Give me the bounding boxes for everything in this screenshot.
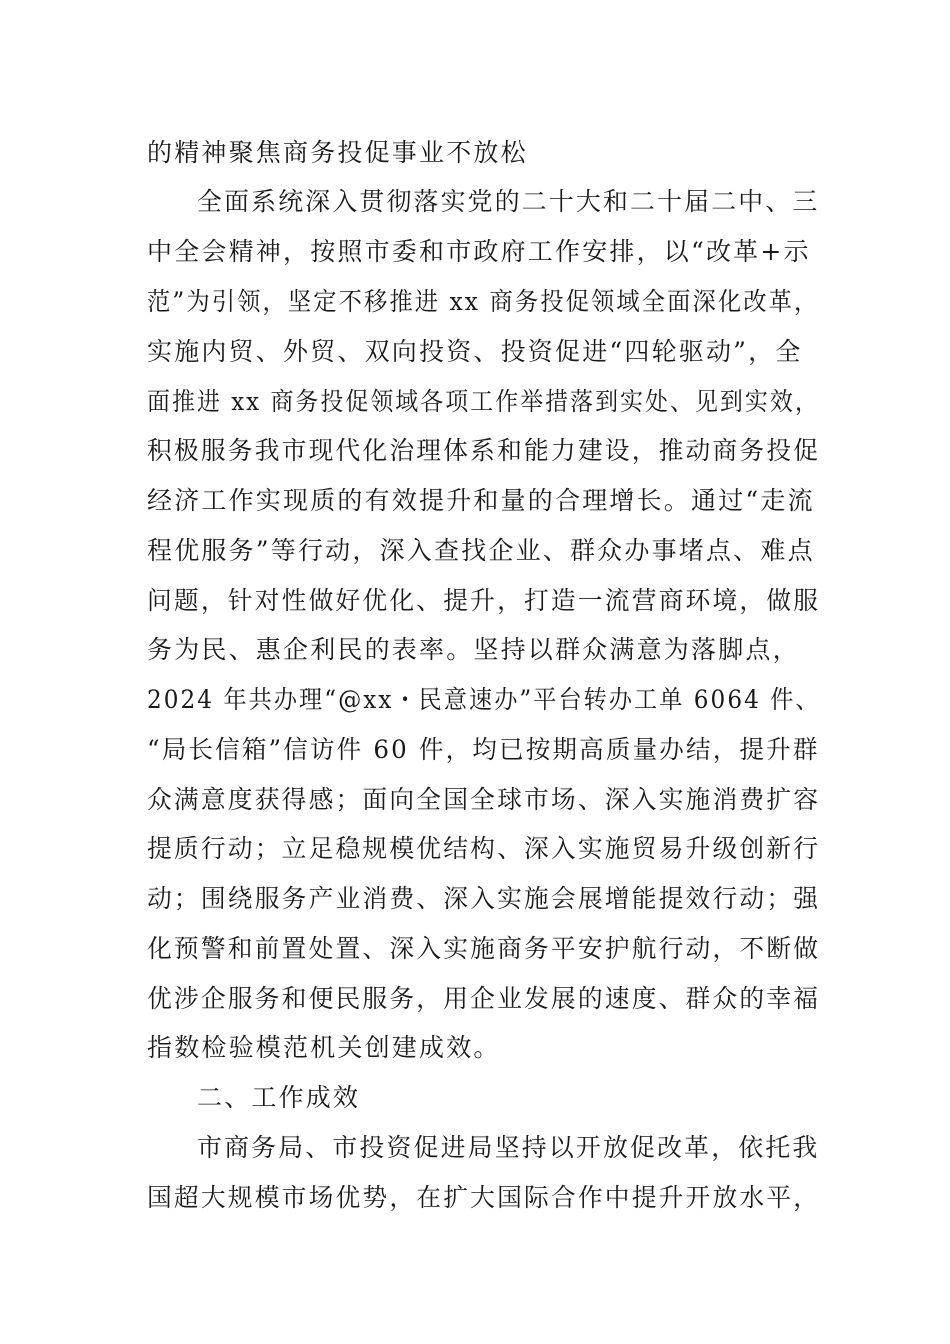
text-line: 化预警和前置处置、深入实施商务平安护航行动，不断做	[147, 934, 821, 963]
text-line: 务为民、惠企利民的表率。坚持以群众满意为落脚点，	[147, 635, 800, 664]
paragraph-start-line: 全面系统深入贯彻落实党的二十大和二十届二中、三	[197, 187, 820, 216]
text-line: 积极服务我市现代化治理体系和能力建设，推动商务投促	[147, 436, 821, 465]
paragraph-start-line: 市商务局、市投资促进局坚持以开放促改革，依托我	[197, 1133, 820, 1162]
text-line: 国超大规模市场优势，在扩大国际合作中提升开放水平，	[147, 1183, 821, 1212]
text-line: 问题，针对性做好优化、提升，打造一流营商环境，做服	[147, 586, 821, 615]
text-line: 范”为引领，坚定不移推进 xx 商务投促领域全面深化改革，	[147, 287, 820, 316]
text-line: 面推进 xx 商务投促领域各项工作举措落到实处、见到实效，	[147, 387, 820, 416]
text-line: 指数检验模范机关创建成效。	[147, 1033, 501, 1062]
text-line: 提质行动；立足稳规模优结构、深入实施贸易升级创新行	[147, 834, 821, 863]
text-line: 实施内贸、外贸、双向投资、投资促进“四轮驱动”，全	[147, 337, 803, 366]
text-line: 程优服务”等行动，深入查找企业、群众办事堵点、难点	[147, 536, 815, 565]
section-heading: 二、工作成效	[197, 1083, 361, 1112]
text-line: 优涉企服务和便民服务，用企业发展的速度、群众的幸福	[147, 984, 821, 1013]
text-line: 2024 年共办理“@xx・民意速办”平台转办工单 6064 件、	[147, 685, 821, 714]
text-line: 中全会精神，按照市委和市政府工作安排，以“改革+示	[147, 237, 811, 266]
text-line: 的精神聚焦商务投促事业不放松	[147, 138, 528, 167]
text-line: 众满意度获得感；面向全国全球市场、深入实施消费扩容	[147, 785, 821, 814]
text-line: “局长信箱”信访件 60 件，均已按期高质量办结，提升群	[147, 735, 820, 764]
text-line: 经济工作实现质的有效提升和量的合理增长。通过“走流	[147, 486, 815, 515]
text-line: 动；围绕服务产业消费、深入实施会展增能提效行动；强	[147, 884, 821, 913]
